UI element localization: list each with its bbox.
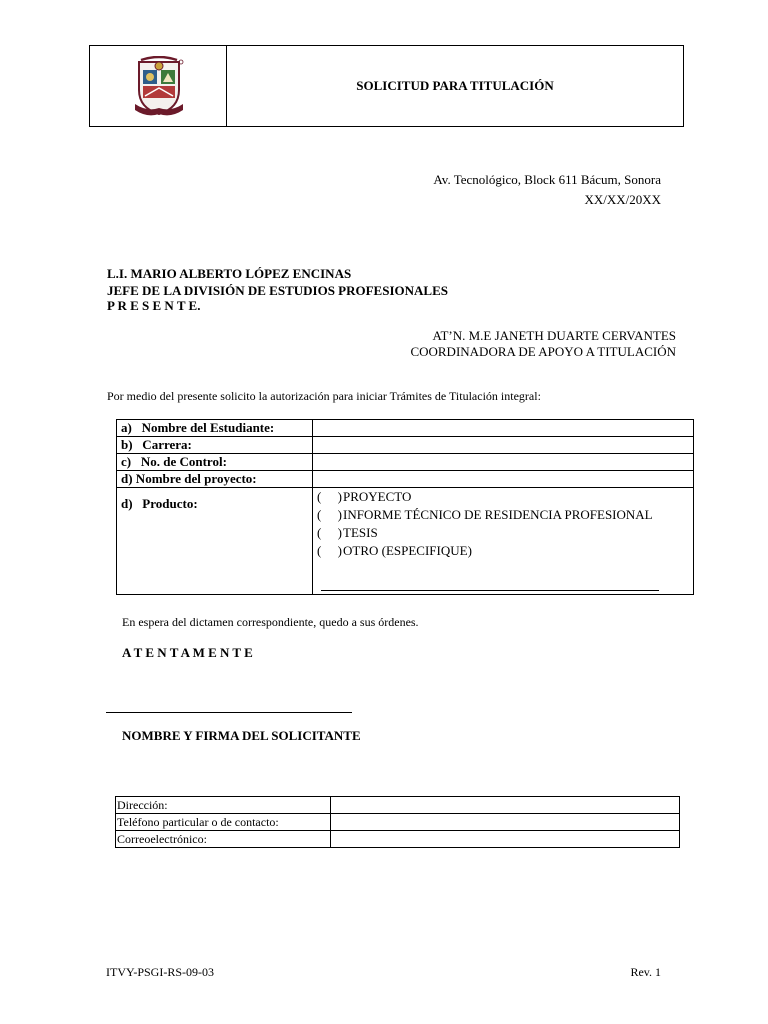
table-row xyxy=(117,437,694,454)
table-row xyxy=(116,814,680,831)
option-proyecto[interactable] xyxy=(317,488,689,506)
table-row xyxy=(116,831,680,848)
intro-paragraph: Por medio del presente solicito la autorización para iniciar Trámites de Titulación integral: xyxy=(107,389,541,403)
signature-label: NOMBRE Y FIRMA DEL SOLICITANTE xyxy=(122,728,361,743)
field-label: b) Carrera: xyxy=(117,437,313,454)
checkbox-parens[interactable]: ( ) xyxy=(317,525,342,540)
table-row xyxy=(117,420,694,437)
contact-table xyxy=(115,796,680,848)
document-code: ITVY-PSGI-RS-09-03 xyxy=(106,965,214,979)
field-label: c) No. de Control: xyxy=(117,454,313,471)
recipient-name: L.I. MARIO ALBERTO LÓPEZ ENCINAS xyxy=(107,266,352,281)
option-label: INFORME TÉCNICO DE RESIDENCIA PROFESIONAL xyxy=(343,507,653,522)
field-label: Correoelectrónico: xyxy=(116,831,331,848)
field-label: Dirección: xyxy=(116,797,331,814)
recipient-position: JEFE DE LA DIVISIÓN DE ESTUDIOS PROFESIONALES xyxy=(107,283,448,298)
control-number-field[interactable] xyxy=(313,454,694,471)
document-date: XX/XX/20XX xyxy=(584,192,661,207)
closing-text: En espera del dictamen correspondiente, quedo a sus órdenes. xyxy=(122,615,419,629)
table-row xyxy=(117,454,694,471)
document-header xyxy=(89,45,684,127)
option-label: TESIS xyxy=(343,525,378,540)
attention-name: AT’N. M.E JANETH DUARTE CERVANTES xyxy=(432,328,676,343)
institution-crest-icon xyxy=(131,56,187,118)
checkbox-parens[interactable]: ( ) xyxy=(317,489,342,504)
revision-label: Rev. 1 xyxy=(630,965,661,979)
attention-position: COORDINADORA DE APOYO A TITULACIÓN xyxy=(410,344,676,359)
presente-label: P R E S E N T E. xyxy=(107,298,201,313)
phone-field[interactable] xyxy=(331,814,680,831)
checkbox-parens[interactable]: ( ) xyxy=(317,543,342,558)
email-field[interactable] xyxy=(331,831,680,848)
checkbox-parens[interactable]: ( ) xyxy=(317,507,342,522)
field-label: d) Producto: xyxy=(117,488,313,595)
option-label: OTRO (ESPECIFIQUE) xyxy=(343,543,472,558)
field-label: Teléfono particular o de contacto: xyxy=(116,814,331,831)
address-field[interactable] xyxy=(331,797,680,814)
field-label: a) Nombre del Estudiante: xyxy=(117,420,313,437)
career-field[interactable] xyxy=(313,437,694,454)
option-otro[interactable] xyxy=(317,542,689,560)
signature-line[interactable] xyxy=(106,712,352,713)
sender-address: Av. Tecnológico, Block 611 Bácum, Sonora xyxy=(433,172,661,187)
table-row xyxy=(117,488,694,595)
specify-line[interactable] xyxy=(321,590,659,591)
product-options-cell xyxy=(313,488,694,595)
project-name-field[interactable] xyxy=(313,471,694,488)
student-data-table xyxy=(116,419,694,595)
table-row xyxy=(116,797,680,814)
document-title: SOLICITUD PARA TITULACIÓN xyxy=(356,78,554,93)
option-label: PROYECTO xyxy=(343,489,412,504)
table-row xyxy=(117,471,694,488)
option-tesis[interactable] xyxy=(317,524,689,542)
regards-label: A T E N T A M E N T E xyxy=(122,645,253,660)
logo-cell xyxy=(90,46,227,126)
student-name-field[interactable] xyxy=(313,420,694,437)
field-label: d) Nombre del proyecto: xyxy=(117,471,313,488)
option-informe-tecnico[interactable] xyxy=(317,506,689,524)
